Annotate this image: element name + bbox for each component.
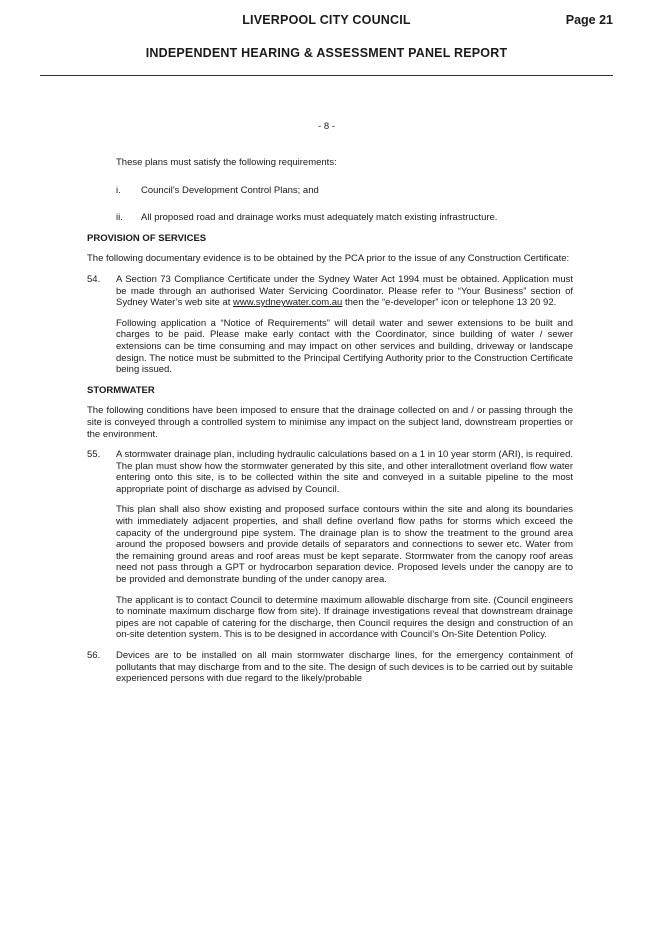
requirement-item bbox=[87, 212, 573, 224]
header-divider bbox=[40, 75, 613, 76]
condition-54-text bbox=[116, 274, 573, 309]
requirement-text: All proposed road and drainage works must adequately match existing infrastructure. bbox=[141, 212, 498, 224]
condition-56-text: Devices are to be installed on all main stormwater discharge lines, for the emergency containment of pollutants that may discharge from and to the site. The design of such devices is to be carried out by suitable experienced persons with due regard to the likely/probable bbox=[116, 650, 573, 685]
requirement-item bbox=[87, 185, 573, 197]
condition-56 bbox=[87, 650, 573, 685]
condition-55-para2: This plan shall also show existing and proposed surface contours within the site and along its boundaries with immediately adjacent properties, and shall define overland flow paths for storms which exceed the capacity of the underground pipe system. The drainage plan is to show the treatment to the ground area around the proposed bowsers and provide details of separators and connections to sewer etc. Water from the remaining ground areas and roof areas must be kept separate. Stormwater from the canopy roof areas need not pass through a GPT or hydrocarbon separation device. Proposed levels under the canopy are to be provided and demonstrate bunding of the under canopy area. bbox=[116, 504, 573, 586]
sydney-water-link[interactable]: www.sydneywater.com.au bbox=[233, 297, 343, 309]
council-name: LIVERPOOL CITY COUNCIL bbox=[242, 13, 411, 27]
report-title: INDEPENDENT HEARING & ASSESSMENT PANEL REPORT bbox=[145, 46, 508, 60]
stormwater-heading: STORMWATER bbox=[87, 384, 155, 396]
requirement-text: Council’s Development Control Plans; and bbox=[141, 184, 319, 196]
stormwater-intro: The following conditions have been imposed to ensure that the drainage collected on and / or passing through the site is conveyed through a controlled system to minimise any impact on the subject land, downstream properties or the environment. bbox=[87, 405, 573, 440]
services-heading: PROVISION OF SERVICES bbox=[87, 232, 207, 244]
condition-54-para2: Following application a “Notice of Requirements” will detail water and sewer extensions to be built and charges to be paid. Please make early contact with the Coordinator, since building of water / sewer extensions can be time consuming and may impact on other services and building, driveway or landscape design. The notice must be submitted to the Principal Certifying Authority prior to the Construction Certificate being issued. bbox=[116, 317, 573, 376]
condition-55 bbox=[87, 449, 573, 641]
services-intro: The following documentary evidence is to be obtained by the PCA prior to the issue of any Construction Certificate: bbox=[87, 253, 570, 265]
condition-54 bbox=[87, 274, 573, 376]
document-body bbox=[87, 157, 573, 685]
requirements-intro: These plans must satisfy the following requirements: bbox=[116, 157, 337, 168]
condition-54-text-a: A Section 73 Compliance Certificate under the Sydney Water Act 1994 must be obtained. Application must be made through an authorised Water Servicing Coordinator. Please refer to “Your Business” section of Sydney Water’s web site at bbox=[116, 273, 573, 309]
condition-55-text: A stormwater drainage plan, including hydraulic calculations based on a 1 in 10 year storm (ARI), is required. The plan must show how the stormwater generated by this site, and other interallotment overland flow water entering onto this site, is to be collected within the site and conveyed in a suitable pipeline to the most appropriate point of discharge as advised by Council. bbox=[116, 449, 573, 495]
condition-number: 55. bbox=[87, 449, 101, 461]
condition-number: 54. bbox=[87, 273, 101, 285]
requirement-marker: ii. bbox=[116, 212, 123, 224]
condition-54-text-b: then the “e-developer” icon or telephone 13 20 92. bbox=[342, 297, 557, 309]
condition-number: 56. bbox=[87, 650, 101, 661]
requirement-marker: i. bbox=[116, 184, 121, 196]
page-label: Page 21 bbox=[565, 13, 613, 27]
condition-55-para3: The applicant is to contact Council to determine maximum allowable discharge from site. (Council engineers to nominate maximum discharge flow from site). If drainage investigations reveal that downstream drainage pipes are not capable of catering for the discharge, then Council requires the design and construction of an on-site detention system. This is to be designed in accordance with Council’s On-Site Detention Policy. bbox=[116, 594, 573, 641]
page-number: - 8 - bbox=[318, 121, 335, 132]
